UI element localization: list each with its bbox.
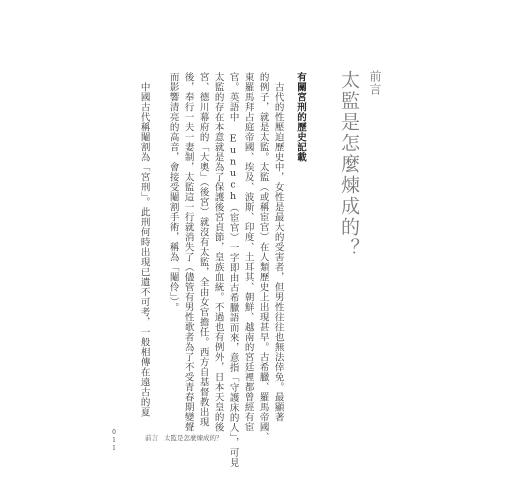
body-column-6: 宮、德川幕府的「大奧」（後宮）就沒有太監，全由女官擔任。西方自基督教出現: [197, 72, 209, 428]
body-column-2: 的例子，就是太監。太監（或稱宦官）在人類歷史上出現甚早。古希臘、羅馬帝國、: [257, 72, 269, 442]
body-column-3: 東羅馬拜占庭帝國、埃及、波斯、印度、土耳其、朝鮮、越南的宮廷裡都曾經有宦: [242, 72, 254, 432]
body-column-8: 而影響清亮的高音，會接受閹割手術，稱為「閹伶」）。: [167, 72, 179, 313]
page-number: 0 1 1: [112, 429, 116, 452]
body-column-7: 後，奉行一夫一妻制，太監這一行就消失了（儘管有男性歌者為了不受青春期變聲: [182, 72, 194, 432]
chapter-label: 前言: [368, 70, 382, 96]
body-column-1: 古代的性壓迫歷史中，女性是最大的受害者，但男性往往也無法倖免。最顯著: [272, 72, 284, 422]
running-head: [145, 433, 223, 442]
section-subheading: 有關宮刑的歷史記載: [295, 72, 306, 162]
running-head-chapter: 前言: [145, 434, 158, 442]
running-head-title: 太監是怎麼煉成的？: [164, 434, 223, 442]
body-column-5: 太監的存在本意就是為了保護後宮貞節，皇族血統。不過也有例外，日本天皇的後: [212, 72, 224, 432]
body-column-9: 中國古代稱閹割為「宮刑」。此刑何時出現已遺不可考，一般相傳在遠古的夏: [138, 72, 150, 418]
body-column-4: 官。英語中 Eunuch（宦官）一字即由古希臘語而來，意指「守護床的人」，可見: [227, 72, 239, 468]
chapter-heading: 太監是怎麼煉成的？: [338, 70, 360, 259]
